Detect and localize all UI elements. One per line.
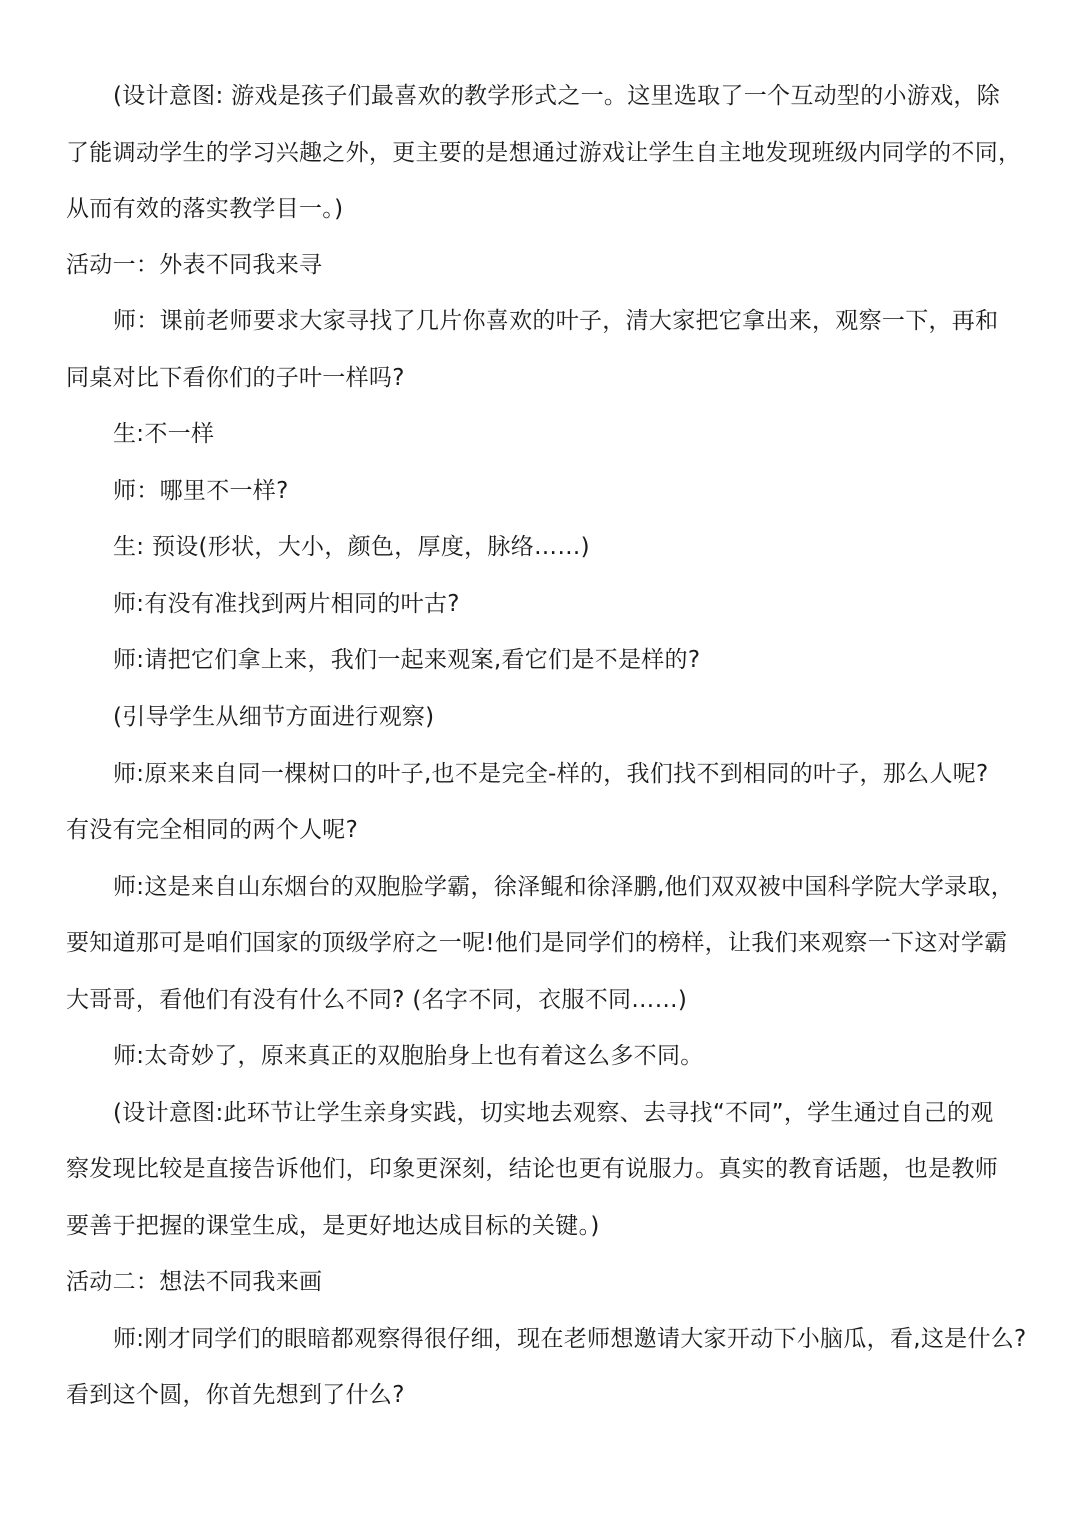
text-line: 师:有没有准找到两片相同的叶古? xyxy=(113,591,460,617)
text-line: 从而有效的落实教学目一。) xyxy=(66,196,344,222)
activity-heading: 活动一：外表不同我来寻 xyxy=(66,252,323,278)
text-line: 看到这个圆，你首先想到了什么? xyxy=(66,1382,405,1408)
text-line: 师：课前老师要求大家寻找了几片你喜欢的叶子，清大家把它拿出来，观察一下，再和 xyxy=(113,308,999,334)
text-line: 师:请把它们拿上来，我们一起来观案,看它们是不是样的? xyxy=(113,647,701,673)
text-line: 师：哪里不一样? xyxy=(113,478,289,504)
text-line: (设计意图:此环节让学生亲身实践，切实地去观察、去寻找“不同”，学生通过自己的观 xyxy=(113,1100,994,1126)
text-line: 师:太奇妙了，原来真正的双胞胎身上也有着这么多不同。 xyxy=(113,1043,704,1069)
text-line: 要善于把握的课堂生成，是更好地达成目标的关键。) xyxy=(66,1213,600,1239)
text-line: 察发现比较是直接告诉他们，印象更深刻，结论也更有说服力。真实的教育话题，也是教师 xyxy=(66,1156,998,1182)
text-line: 师:这是来自山东烟台的双胞脸学霸，徐泽鲲和徐泽鹏,他们双双被中国科学院大学录取， xyxy=(113,874,1015,900)
activity-heading: 活动二：想法不同我来画 xyxy=(66,1269,323,1295)
text-line: 同桌对比下看你们的子叶一样吗? xyxy=(66,365,405,391)
text-line: 师:原来来自同一棵树口的叶子,也不是完全-样的，我们找不到相同的叶子，那么人呢? xyxy=(113,761,989,787)
text-line: 生: 预设(形状，大小，颜色，厚度，脉络……) xyxy=(113,534,590,560)
text-line: (设计意图: 游戏是孩子们最喜欢的教学形式之一。这里选取了一个互动型的小游戏，除 xyxy=(113,83,1001,109)
text-line: 师:刚才同学们的眼暗都观察得很仔细，现在老师想邀请大家开动下小脑瓜，看,这是什么? xyxy=(113,1326,1027,1352)
text-line: 大哥哥，看他们有没有什么不同? (名字不同，衣服不同……) xyxy=(66,987,688,1013)
text-line: 生:不一样 xyxy=(113,421,215,447)
text-line: 要知道那可是咱们国家的顶级学府之一呢!他们是同学们的榜样，让我们来观察一下这对学霸 xyxy=(66,930,1008,956)
text-line: 有没有完全相同的两个人呢? xyxy=(66,817,359,843)
text-line: 了能调动学生的学习兴趣之外，更主要的是想通过游戏让学生自主地发现班级内同学的不同， xyxy=(66,140,1022,166)
text-line: (引导学生从细节方面进行观察) xyxy=(113,704,435,730)
